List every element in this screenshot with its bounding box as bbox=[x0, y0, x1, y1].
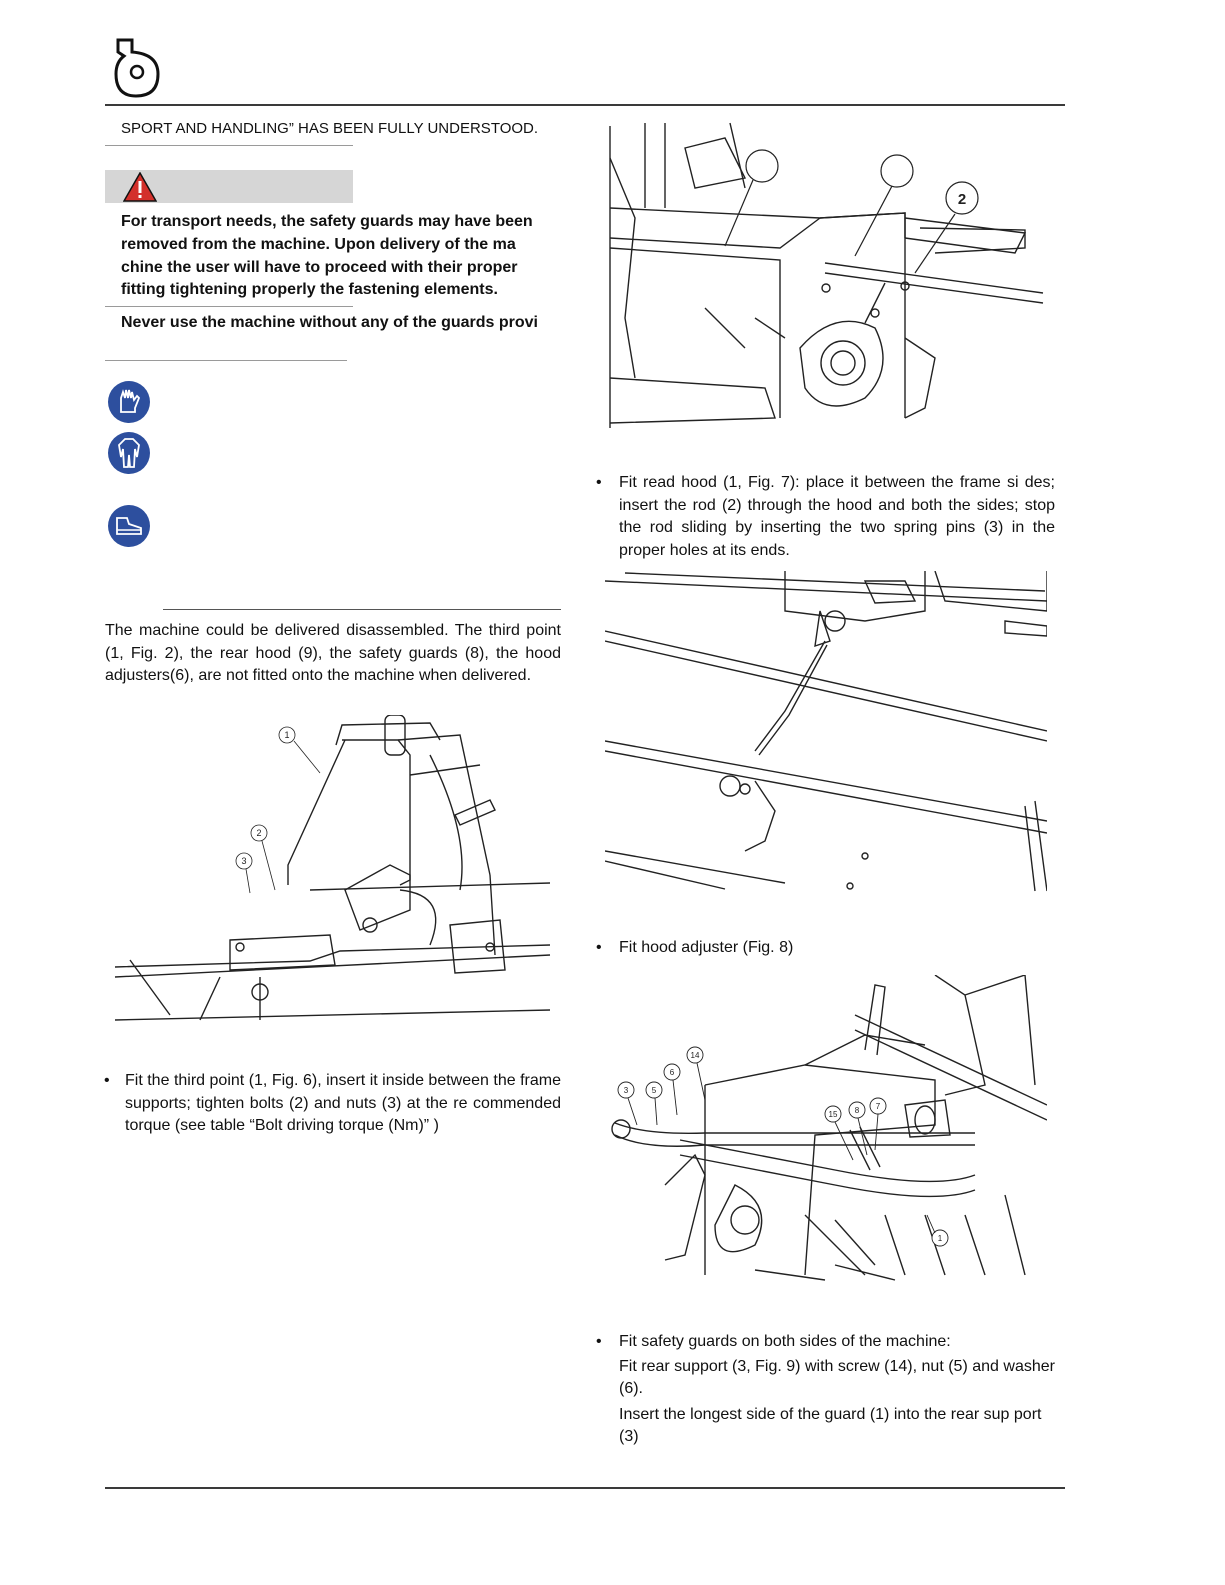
protective-overalls-icon bbox=[107, 431, 151, 475]
step4-sub1: Fit rear support (3, Fig. 9) with screw (14), nut (5) and washer (6). bbox=[619, 1358, 1055, 1398]
protective-gloves-icon bbox=[107, 380, 151, 424]
continued-text: SPORT AND HANDLING” HAS BEEN FULLY UNDERSTOOD. bbox=[121, 120, 539, 137]
figure-third-point bbox=[110, 715, 555, 1025]
divider bbox=[105, 306, 353, 307]
warning-text: For transport needs, the safety guards may have been removed from the machine. Upon delivery of the ma chine the user will have to proceed with their proper fitting tightening properly the fastening elements. bbox=[121, 213, 533, 299]
callout-3: 3 bbox=[241, 856, 247, 866]
header-rule bbox=[105, 104, 1065, 106]
figure-hood-adjuster bbox=[605, 571, 1047, 896]
fig9-callout-3: 3 bbox=[623, 1086, 629, 1095]
intro-paragraph: The machine could be delivered disassembled. The third point (1, Fig. 2), the rear hood (9), the safety guards (8), the hood adjusters(6), are not fitted onto the machine when delivered. bbox=[105, 622, 561, 685]
warning-triangle-icon bbox=[123, 172, 157, 207]
step1-text: Fit the third point (1, Fig. 6), insert it inside between the frame supports; tighten bolts (2) and nuts (3) at the re commended torque (see table “Bolt driving torque (Nm)” ) bbox=[125, 1072, 561, 1135]
fig7-callout-2: 2 bbox=[957, 191, 967, 208]
section-rule bbox=[163, 609, 561, 610]
fig9-callout-14: 14 bbox=[690, 1051, 700, 1060]
callout-1: 1 bbox=[284, 730, 290, 740]
step3-bullet: • bbox=[596, 939, 602, 956]
fig9-callout-15: 15 bbox=[828, 1110, 838, 1119]
warning-banner bbox=[105, 170, 353, 203]
fig9-callout-8: 8 bbox=[854, 1106, 860, 1115]
step4-bullet: • bbox=[596, 1333, 602, 1350]
figure-safety-guards bbox=[605, 975, 1047, 1285]
warning-note: Never use the machine without any of the guards provi bbox=[121, 314, 538, 331]
divider bbox=[105, 360, 347, 361]
fig9-callout-7: 7 bbox=[875, 1102, 881, 1111]
step2-text: Fit read hood (1, Fig. 7): place it between the frame si des; insert the rod (2) through the hood and both the sides; stop the rod sliding by inserting the two spring pins (3) in the proper holes at its ends. bbox=[619, 474, 1055, 559]
safety-shoes-icon bbox=[107, 504, 151, 548]
footer-rule bbox=[105, 1487, 1065, 1489]
step4-text: Fit safety guards on both sides of the machine: bbox=[619, 1333, 951, 1350]
step4-sub2: Insert the longest side of the guard (1) into the rear sup port (3) bbox=[619, 1406, 1042, 1446]
step2-bullet: • bbox=[596, 474, 602, 491]
callout-2: 2 bbox=[256, 828, 262, 838]
figure-rear-hood bbox=[605, 118, 1047, 433]
brand-logo-icon bbox=[110, 38, 162, 98]
fig9-callout-5: 5 bbox=[651, 1086, 657, 1095]
step1-bullet: • bbox=[104, 1072, 110, 1089]
divider bbox=[105, 145, 353, 146]
step3-text: Fit hood adjuster (Fig. 8) bbox=[619, 939, 794, 956]
fig9-callout-6: 6 bbox=[669, 1068, 675, 1077]
fig9-callout-1: 1 bbox=[937, 1234, 943, 1243]
